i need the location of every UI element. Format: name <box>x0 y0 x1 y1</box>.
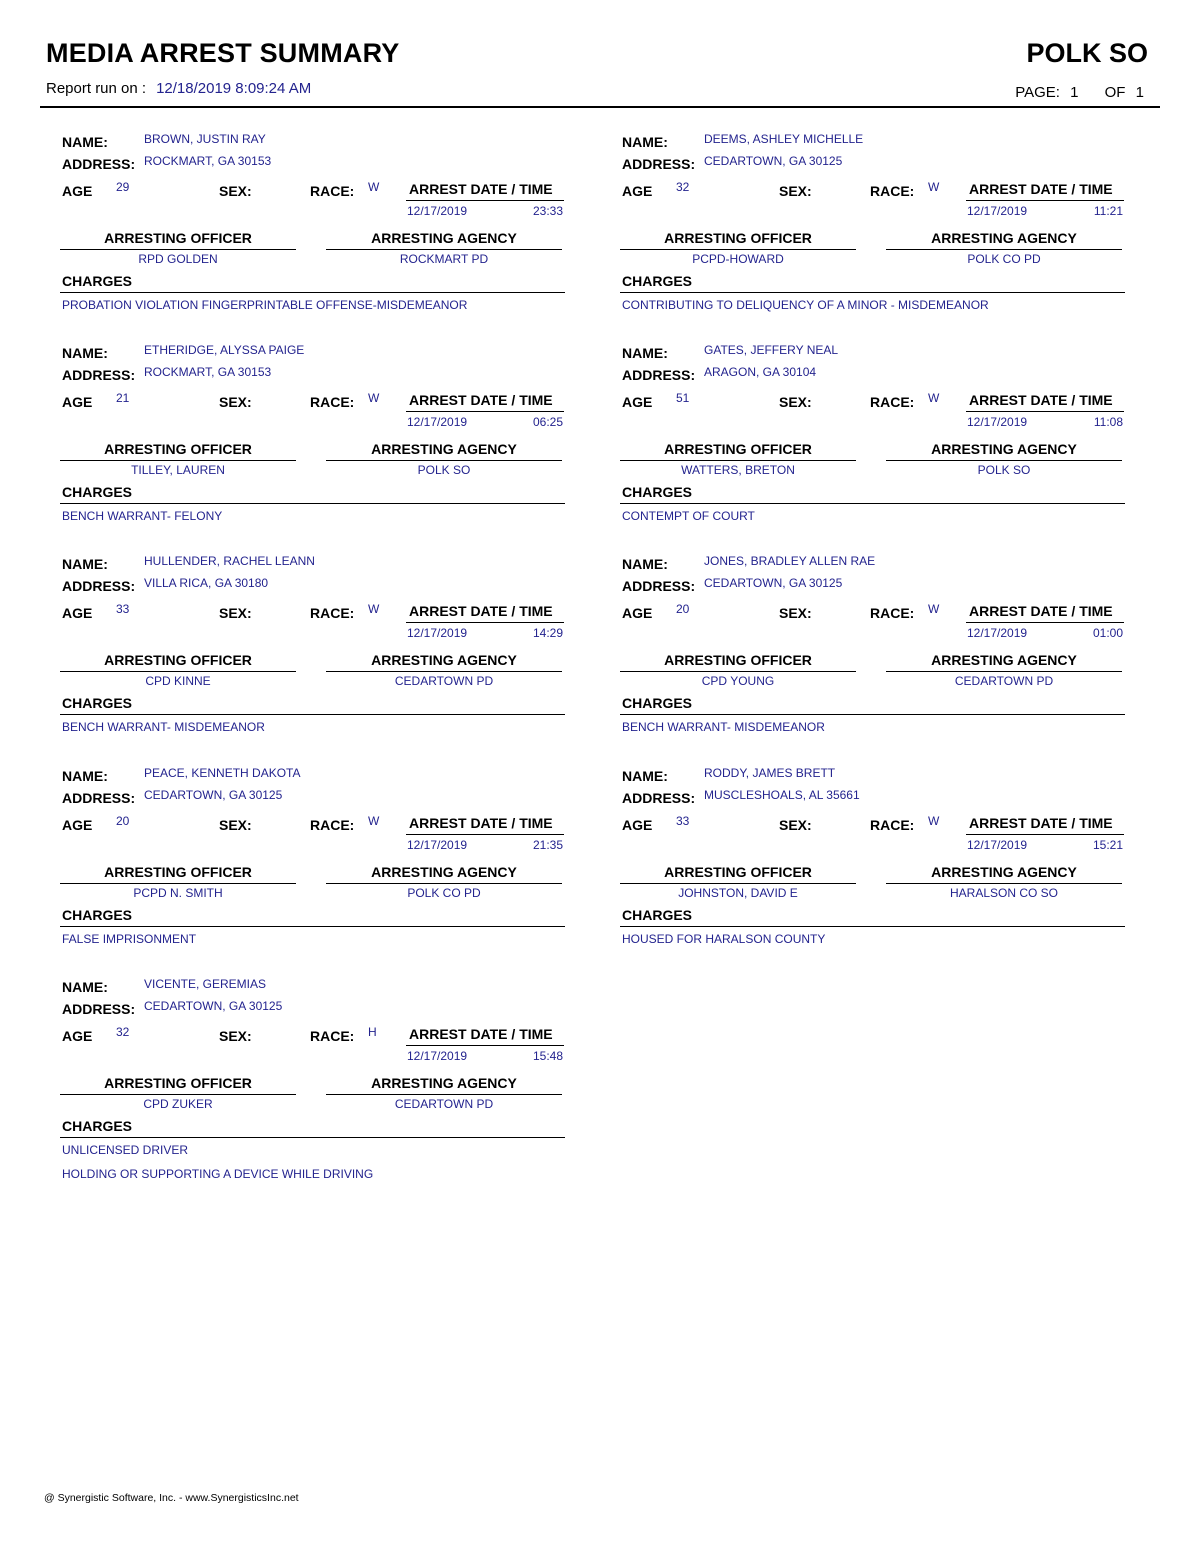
arrestee-race: W <box>368 814 380 828</box>
charge-item: PROBATION VIOLATION FINGERPRINTABLE OFFENSE-MISDEMEANOR <box>62 298 468 312</box>
address-label: ADDRESS: <box>622 578 696 594</box>
arrestee-name: DEEMS, ASHLEY MICHELLE <box>704 132 864 146</box>
charges-divider <box>60 926 565 927</box>
officer-label: ARRESTING OFFICER <box>664 441 812 457</box>
age-label: AGE <box>622 605 653 621</box>
datetime-divider <box>406 1045 564 1046</box>
arrestee-age: 33 <box>676 814 690 828</box>
arresting-officer: WATTERS, BRETON <box>681 463 795 477</box>
charge-item: FALSE IMPRISONMENT <box>62 932 197 946</box>
report-run <box>46 80 311 97</box>
charges-label: CHARGES <box>62 273 133 289</box>
age-label: AGE <box>62 1028 93 1044</box>
agency-label: ARRESTING AGENCY <box>931 441 1077 457</box>
arrestee-age: 21 <box>116 391 130 405</box>
charges-divider <box>620 503 1125 504</box>
agency-divider <box>886 883 1122 884</box>
arrest-date: 12/17/2019 <box>407 626 468 640</box>
arrestee-race: W <box>368 180 380 194</box>
address-label: ADDRESS: <box>622 156 696 172</box>
race-label: RACE: <box>870 394 915 410</box>
agency-divider <box>326 883 562 884</box>
arrest-record <box>60 341 566 541</box>
agency-divider <box>326 460 562 461</box>
arrestee-race: W <box>928 180 940 194</box>
arresting-officer: RPD GOLDEN <box>138 252 218 266</box>
charges-label: CHARGES <box>62 484 133 500</box>
officer-label: ARRESTING OFFICER <box>104 652 252 668</box>
charge-item: BENCH WARRANT- MISDEMEANOR <box>62 720 265 734</box>
race-label: RACE: <box>310 817 355 833</box>
arrest-time: 21:35 <box>532 838 563 852</box>
arrest-time: 14:29 <box>532 626 563 640</box>
officer-divider <box>620 671 856 672</box>
officer-divider <box>620 460 856 461</box>
address-label: ADDRESS: <box>62 1001 136 1017</box>
arrestee-name: ETHERIDGE, ALYSSA PAIGE <box>144 343 305 357</box>
agency-label: ARRESTING AGENCY <box>931 652 1077 668</box>
datetime-divider <box>406 411 564 412</box>
charges-label: CHARGES <box>62 695 133 711</box>
arresting-agency: POLK CO PD <box>967 252 1041 266</box>
datetime-divider <box>406 200 564 201</box>
age-label: AGE <box>62 183 93 199</box>
arrest-datetime-label: ARREST DATE / TIME <box>969 392 1113 408</box>
datetime-divider <box>966 200 1124 201</box>
arrestee-address: ARAGON, GA 30104 <box>704 365 817 379</box>
arresting-officer: CPD KINNE <box>145 674 211 688</box>
officer-divider <box>60 249 296 250</box>
agency-title: POLK SO <box>1026 38 1148 68</box>
arresting-officer: JOHNSTON, DAVID E <box>678 886 798 900</box>
arrest-date: 12/17/2019 <box>967 415 1028 429</box>
charges-divider <box>60 292 565 293</box>
arrestee-age: 51 <box>676 391 690 405</box>
name-label: NAME: <box>62 979 108 995</box>
agency-divider <box>886 460 1122 461</box>
charge-item: HOLDING OR SUPPORTING A DEVICE WHILE DRIVING <box>62 1167 374 1181</box>
arrest-datetime-label: ARREST DATE / TIME <box>409 815 553 831</box>
charges-label: CHARGES <box>62 1118 133 1134</box>
agency-divider <box>886 671 1122 672</box>
charge-item: CONTEMPT OF COURT <box>622 509 755 523</box>
arrest-date: 12/17/2019 <box>407 1049 468 1063</box>
charges-divider <box>620 926 1125 927</box>
sex-label: SEX: <box>779 605 812 621</box>
arrest-datetime-label: ARREST DATE / TIME <box>969 815 1113 831</box>
agency-divider <box>886 249 1122 250</box>
agency-divider <box>326 671 562 672</box>
address-label: ADDRESS: <box>62 790 136 806</box>
sex-label: SEX: <box>219 605 252 621</box>
agency-label: ARRESTING AGENCY <box>371 864 517 880</box>
age-label: AGE <box>622 183 653 199</box>
arrestee-name: VICENTE, GEREMIAS <box>144 977 267 991</box>
officer-divider <box>620 883 856 884</box>
arresting-agency: CEDARTOWN PD <box>394 674 494 688</box>
name-label: NAME: <box>62 556 108 572</box>
officer-divider <box>620 249 856 250</box>
age-label: AGE <box>622 817 653 833</box>
arrest-record <box>60 130 566 330</box>
name-label: NAME: <box>62 345 108 361</box>
charges-label: CHARGES <box>622 273 693 289</box>
sex-label: SEX: <box>779 394 812 410</box>
arrestee-race: W <box>928 602 940 616</box>
arrest-date: 12/17/2019 <box>967 626 1028 640</box>
charges-divider <box>60 503 565 504</box>
agency-divider <box>326 249 562 250</box>
charges-divider <box>60 714 565 715</box>
sex-label: SEX: <box>219 817 252 833</box>
name-label: NAME: <box>622 134 668 150</box>
arrest-datetime-label: ARREST DATE / TIME <box>409 1026 553 1042</box>
officer-label: ARRESTING OFFICER <box>664 230 812 246</box>
arrestee-race: W <box>368 602 380 616</box>
arrestee-age: 20 <box>116 814 130 828</box>
officer-label: ARRESTING OFFICER <box>104 441 252 457</box>
arrest-time: 15:48 <box>532 1049 563 1063</box>
charge-item: HOUSED FOR HARALSON COUNTY <box>622 932 826 946</box>
arrest-datetime-label: ARREST DATE / TIME <box>409 181 553 197</box>
arrest-time: 06:25 <box>532 415 563 429</box>
arrest-time: 23:33 <box>532 204 563 218</box>
datetime-divider <box>966 411 1124 412</box>
race-label: RACE: <box>310 394 355 410</box>
arrestee-race: W <box>928 814 940 828</box>
arrestee-age: 32 <box>676 180 690 194</box>
of-label: OF <box>1104 84 1126 101</box>
page-indicator <box>1015 84 1144 101</box>
arrestee-age: 20 <box>676 602 690 616</box>
arrestee-name: PEACE, KENNETH DAKOTA <box>144 766 301 780</box>
officer-divider <box>60 671 296 672</box>
report-run-value: 12/18/2019 8:09:24 AM <box>156 80 312 97</box>
arresting-officer: PCPD N. SMITH <box>133 886 223 900</box>
officer-label: ARRESTING OFFICER <box>104 230 252 246</box>
arresting-agency: HARALSON CO SO <box>949 886 1059 900</box>
arrestee-address: CEDARTOWN, GA 30125 <box>144 788 283 802</box>
arrest-date: 12/17/2019 <box>967 838 1028 852</box>
arresting-officer: PCPD-HOWARD <box>692 252 784 266</box>
charge-item: BENCH WARRANT- FELONY <box>62 509 223 523</box>
race-label: RACE: <box>870 183 915 199</box>
header-divider <box>40 106 1160 108</box>
arrestee-address: CEDARTOWN, GA 30125 <box>704 576 843 590</box>
arrest-datetime-label: ARREST DATE / TIME <box>969 181 1113 197</box>
name-label: NAME: <box>622 768 668 784</box>
arrestee-name: GATES, JEFFERY NEAL <box>704 343 839 357</box>
race-label: RACE: <box>310 1028 355 1044</box>
name-label: NAME: <box>622 556 668 572</box>
footer-credit: @ Synergistic Software, Inc. - www.SynergisticsInc.net <box>44 1492 299 1504</box>
arrestee-name: JONES, BRADLEY ALLEN RAE <box>704 554 876 568</box>
arrestee-race: H <box>368 1025 377 1039</box>
agency-label: ARRESTING AGENCY <box>371 230 517 246</box>
agency-label: ARRESTING AGENCY <box>371 652 517 668</box>
sex-label: SEX: <box>219 183 252 199</box>
race-label: RACE: <box>870 817 915 833</box>
address-label: ADDRESS: <box>62 578 136 594</box>
arrest-date: 12/17/2019 <box>407 838 468 852</box>
charges-label: CHARGES <box>62 907 133 923</box>
address-label: ADDRESS: <box>622 367 696 383</box>
sex-label: SEX: <box>779 817 812 833</box>
arrest-time: 11:21 <box>1093 204 1123 218</box>
arresting-agency: CEDARTOWN PD <box>394 1097 494 1111</box>
report-title: MEDIA ARREST SUMMARY <box>46 38 400 68</box>
arresting-agency: POLK CO PD <box>407 886 481 900</box>
arrestee-race: W <box>368 391 380 405</box>
arrestee-name: RODDY, JAMES BRETT <box>704 766 836 780</box>
agency-label: ARRESTING AGENCY <box>931 864 1077 880</box>
arrestee-address: CEDARTOWN, GA 30125 <box>704 154 843 168</box>
race-label: RACE: <box>310 183 355 199</box>
arrest-date: 12/17/2019 <box>967 204 1028 218</box>
arrest-time: 15:21 <box>1092 838 1123 852</box>
page-total: 1 <box>1135 84 1144 101</box>
arresting-agency: POLK SO <box>417 463 471 477</box>
arrest-date: 12/17/2019 <box>407 204 468 218</box>
arrestee-address: ROCKMART, GA 30153 <box>144 365 272 379</box>
arrest-record <box>60 552 566 752</box>
agency-label: ARRESTING AGENCY <box>371 1075 517 1091</box>
charges-label: CHARGES <box>622 484 693 500</box>
arrest-record <box>60 764 566 964</box>
officer-divider <box>60 883 296 884</box>
arrestee-name: BROWN, JUSTIN RAY <box>144 132 266 146</box>
datetime-divider <box>966 622 1124 623</box>
arrest-time: 01:00 <box>1092 626 1123 640</box>
agency-label: ARRESTING AGENCY <box>931 230 1077 246</box>
age-label: AGE <box>62 394 93 410</box>
race-label: RACE: <box>310 605 355 621</box>
datetime-divider <box>406 622 564 623</box>
arrestee-age: 29 <box>116 180 130 194</box>
arrestee-address: ROCKMART, GA 30153 <box>144 154 272 168</box>
page-number: 1 <box>1070 84 1079 101</box>
arresting-officer: CPD YOUNG <box>701 674 775 688</box>
sex-label: SEX: <box>779 183 812 199</box>
name-label: NAME: <box>62 768 108 784</box>
arrestee-address: MUSCLESHOALS, AL 35661 <box>704 788 860 802</box>
charge-item: UNLICENSED DRIVER <box>62 1143 189 1157</box>
arrest-date: 12/17/2019 <box>407 415 468 429</box>
arrest-record <box>620 764 1126 964</box>
officer-divider <box>60 1094 296 1095</box>
charges-divider <box>620 292 1125 293</box>
agency-divider <box>326 1094 562 1095</box>
arrestee-race: W <box>928 391 940 405</box>
officer-label: ARRESTING OFFICER <box>664 652 812 668</box>
age-label: AGE <box>62 605 93 621</box>
arrestee-name: HULLENDER, RACHEL LEANN <box>144 554 315 568</box>
page-label: PAGE: <box>1015 84 1060 101</box>
charges-divider <box>620 714 1125 715</box>
address-label: ADDRESS: <box>62 156 136 172</box>
datetime-divider <box>966 834 1124 835</box>
agency-label: ARRESTING AGENCY <box>371 441 517 457</box>
officer-label: ARRESTING OFFICER <box>104 1075 252 1091</box>
arrestee-address: VILLA RICA, GA 30180 <box>144 576 269 590</box>
arresting-officer: TILLEY, LAUREN <box>131 463 225 477</box>
charges-label: CHARGES <box>622 907 693 923</box>
race-label: RACE: <box>870 605 915 621</box>
age-label: AGE <box>62 817 93 833</box>
officer-label: ARRESTING OFFICER <box>664 864 812 880</box>
officer-label: ARRESTING OFFICER <box>104 864 252 880</box>
arrestee-address: CEDARTOWN, GA 30125 <box>144 999 283 1013</box>
arresting-agency: POLK SO <box>977 463 1031 477</box>
arrest-record <box>60 975 566 1181</box>
age-label: AGE <box>622 394 653 410</box>
arrest-datetime-label: ARREST DATE / TIME <box>409 603 553 619</box>
arresting-officer: CPD ZUKER <box>143 1097 213 1111</box>
arresting-agency: CEDARTOWN PD <box>954 674 1054 688</box>
charges-divider <box>60 1137 565 1138</box>
sex-label: SEX: <box>219 1028 252 1044</box>
address-label: ADDRESS: <box>62 367 136 383</box>
arrest-record <box>620 341 1126 541</box>
arrestee-age: 33 <box>116 602 130 616</box>
arrest-record <box>620 130 1126 330</box>
arrest-record <box>620 552 1126 752</box>
sex-label: SEX: <box>219 394 252 410</box>
name-label: NAME: <box>62 134 108 150</box>
name-label: NAME: <box>622 345 668 361</box>
arresting-agency: ROCKMART PD <box>399 252 489 266</box>
charge-item: BENCH WARRANT- MISDEMEANOR <box>622 720 825 734</box>
arrest-datetime-label: ARREST DATE / TIME <box>969 603 1113 619</box>
charges-label: CHARGES <box>622 695 693 711</box>
datetime-divider <box>406 834 564 835</box>
arrest-datetime-label: ARREST DATE / TIME <box>409 392 553 408</box>
arrestee-age: 32 <box>116 1025 130 1039</box>
charge-item: CONTRIBUTING TO DELIQUENCY OF A MINOR - MISDEMEANOR <box>622 298 989 312</box>
arrest-time: 11:08 <box>1093 415 1123 429</box>
address-label: ADDRESS: <box>622 790 696 806</box>
report-run-label: Report run on : <box>46 80 147 97</box>
officer-divider <box>60 460 296 461</box>
